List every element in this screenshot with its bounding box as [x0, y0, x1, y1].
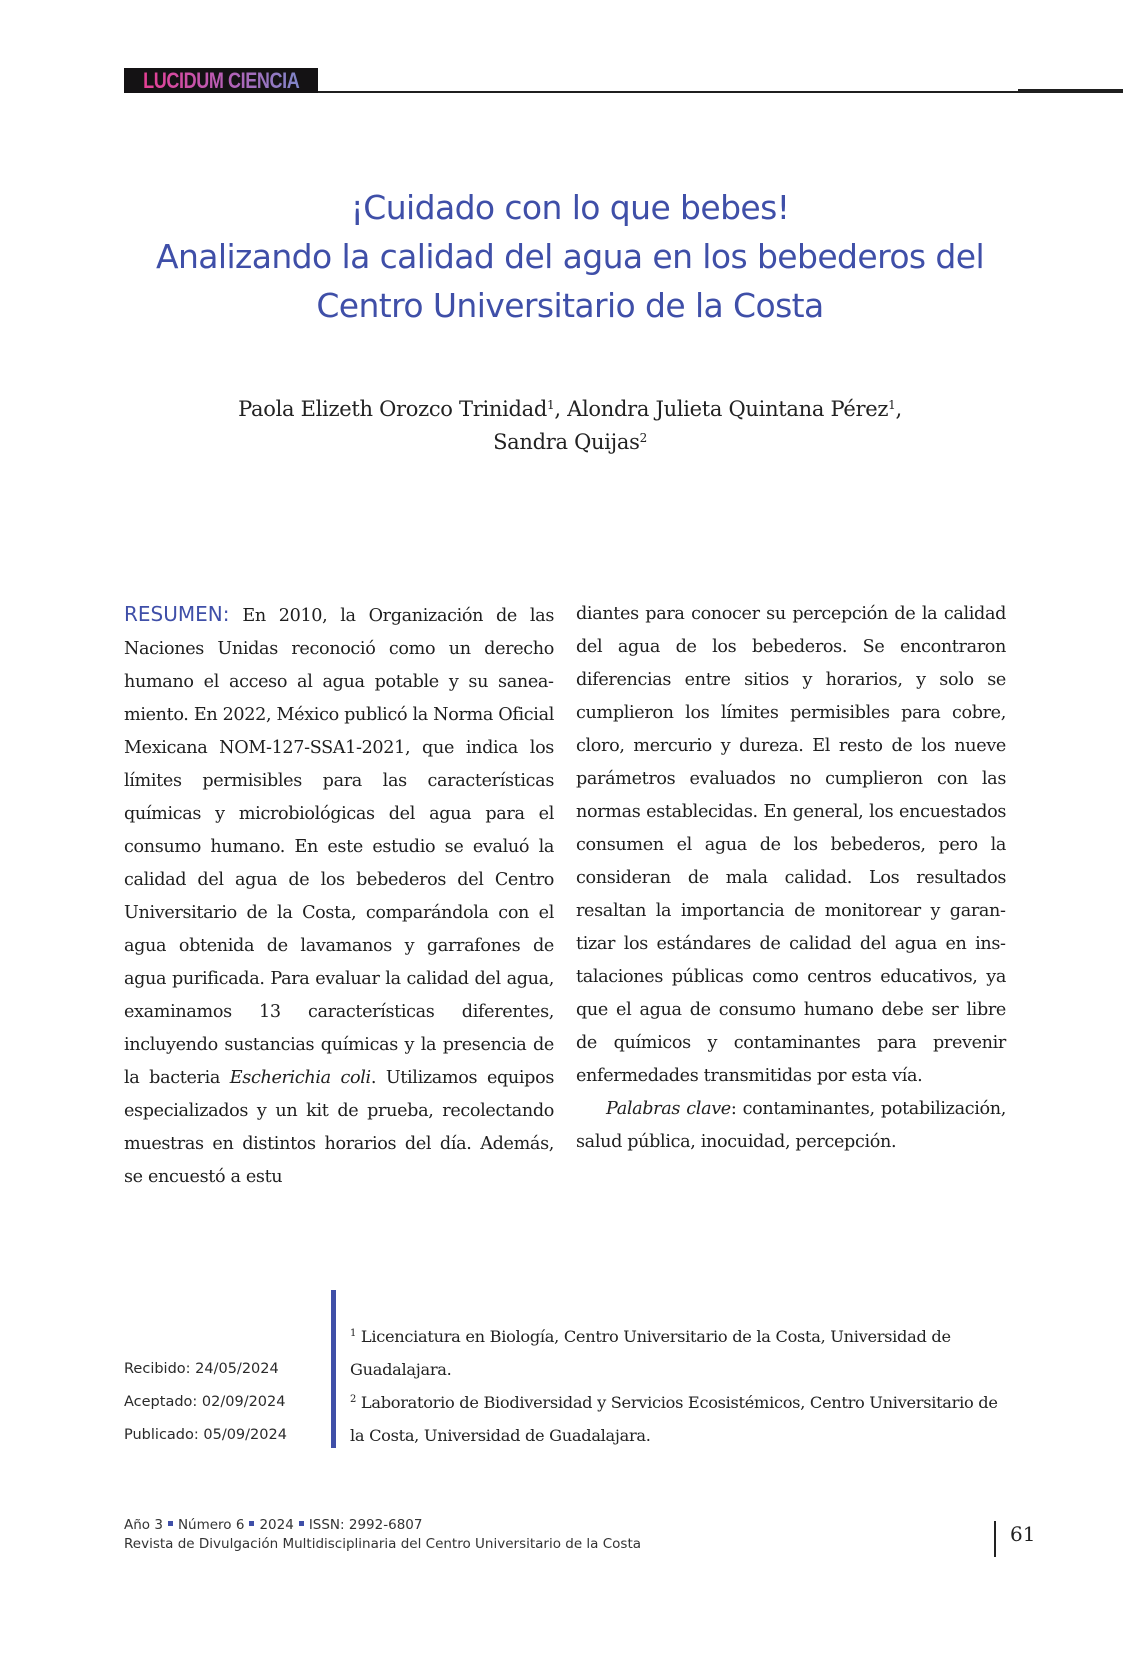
- square-bullet-icon: [168, 1521, 173, 1526]
- footnote-text: Licenciatura en Biología, Centro Universitario de la Costa, Universidad de Guadalajara.: [350, 1327, 951, 1379]
- publication-year: 2024: [259, 1517, 294, 1533]
- footnote: [350, 1386, 1010, 1452]
- author-affiliation-mark: 2: [639, 431, 647, 445]
- species-name: Escherichia coli: [229, 1068, 371, 1088]
- title-line: Centro Universitario de la Costa: [316, 286, 824, 325]
- abstract-left-column: [124, 598, 554, 1194]
- footnote-mark: 2: [350, 1394, 357, 1405]
- journal-badge-text: LUCIDUM CIENCIA: [142, 67, 300, 93]
- keywords: [576, 1093, 1006, 1159]
- abstract-paragraph: [124, 598, 554, 1194]
- date-published: Publicado: 05/09/2024: [124, 1427, 287, 1443]
- author-affiliation-mark: 1: [547, 398, 555, 412]
- keywords-text: : contaminantes, potabilización, salud pública, inocuidad, percepción.: [576, 1099, 1006, 1152]
- footnote-mark: 1: [350, 1328, 357, 1339]
- issn: ISSN: 2992-6807: [308, 1517, 423, 1533]
- title-line: ¡Cuidado con lo que bebes!: [350, 188, 790, 227]
- issue-number: Número 6: [177, 1517, 245, 1533]
- author-name: Sandra Quijas: [493, 430, 640, 454]
- page-footer: [124, 1516, 641, 1554]
- affiliation-footnotes: [350, 1320, 1010, 1452]
- date-received: Recibido: 24/05/2024: [124, 1361, 279, 1377]
- square-bullet-icon: [249, 1521, 254, 1526]
- publication-dates: [124, 1353, 287, 1452]
- footnote-accent-bar: [331, 1290, 336, 1448]
- journal-badge: [124, 68, 318, 93]
- author-list: [120, 393, 1020, 459]
- author-separator: ,: [895, 397, 902, 421]
- abstract-right-column: [576, 598, 1006, 1159]
- date-accepted: Aceptado: 02/09/2024: [124, 1394, 286, 1410]
- footnote-text: Laboratorio de Biodiversidad y Servicios Ecosistémicos, Centro Universitario de la Costa, Universidad de Guadalajara.: [350, 1393, 998, 1445]
- issue-info: [124, 1516, 641, 1535]
- abstract-label: RESUMEN:: [124, 602, 230, 626]
- header-rule: [318, 91, 1018, 93]
- author-name: Paola Elizeth Orozco Trinidad: [238, 397, 548, 421]
- page-number-divider: [994, 1521, 996, 1557]
- keywords-label: Palabras clave: [606, 1099, 731, 1119]
- header-rule-accent: [1018, 89, 1123, 93]
- abstract-text: En 2010, la Organización de las Naciones Unidas reconoció como un derecho humano el acceso al agua potable y su saneamiento. En 2022, México publicó la Norma Oficial Mexicana NOM-127-SSA1-2021, que indica los límites permisibles para las características químicas y microbiológicas del agua para el consumo humano. En este estudio se evaluó la calidad del agua de los bebederos del Centro Universitario de la Costa, comparándola con el agua obtenida de lavamanos y garrafones de agua purificada. Para evaluar la calidad del agua, examinamos 13 características diferentes, incluyendo sustancias químicas y la presencia de la bacteria: [124, 606, 554, 1088]
- volume-year: Año 3: [124, 1517, 163, 1533]
- author-separator: ,: [554, 397, 568, 421]
- author-name: Alondra Julieta Quintana Pérez: [567, 397, 889, 421]
- article-title: [120, 183, 1020, 330]
- title-line: Analizando la calidad del agua en los bebederos del: [155, 237, 985, 276]
- footnote: [350, 1320, 1010, 1386]
- abstract-text: . Utilizamos equipos especializados y un kit de prueba, recolectando muestras en distintos horarios del día. Además, se encuestó a estu: [124, 1068, 555, 1187]
- journal-name: Revista de Divulgación Multidisciplinaria del Centro Universitario de la Costa: [124, 1536, 642, 1552]
- page-number: 61: [1010, 1522, 1036, 1546]
- square-bullet-icon: [299, 1521, 304, 1526]
- abstract-paragraph: diantes para conocer su percepción de la calidad del agua de los bebederos. Se encontraron diferencias entre sitios y horarios, y solo se cumplieron los límites permisibles para cobre, cloro, mercurio y dureza. El resto de los nueve parámetros evaluados no cumplieron con las normas establecidas. En general, los encuestados consumen el agua de los bebederos, pero la consideran de mala calidad. Los resultados resaltan la importancia de monitorear y garantizar los estándares de calidad del agua en instalaciones públicas como centros educativos, ya que el agua de consumo humano debe ser libre de químicos y contaminantes para prevenir enfermedades transmitidas por esta vía.: [576, 604, 1006, 1086]
- author-affiliation-mark: 1: [888, 398, 896, 412]
